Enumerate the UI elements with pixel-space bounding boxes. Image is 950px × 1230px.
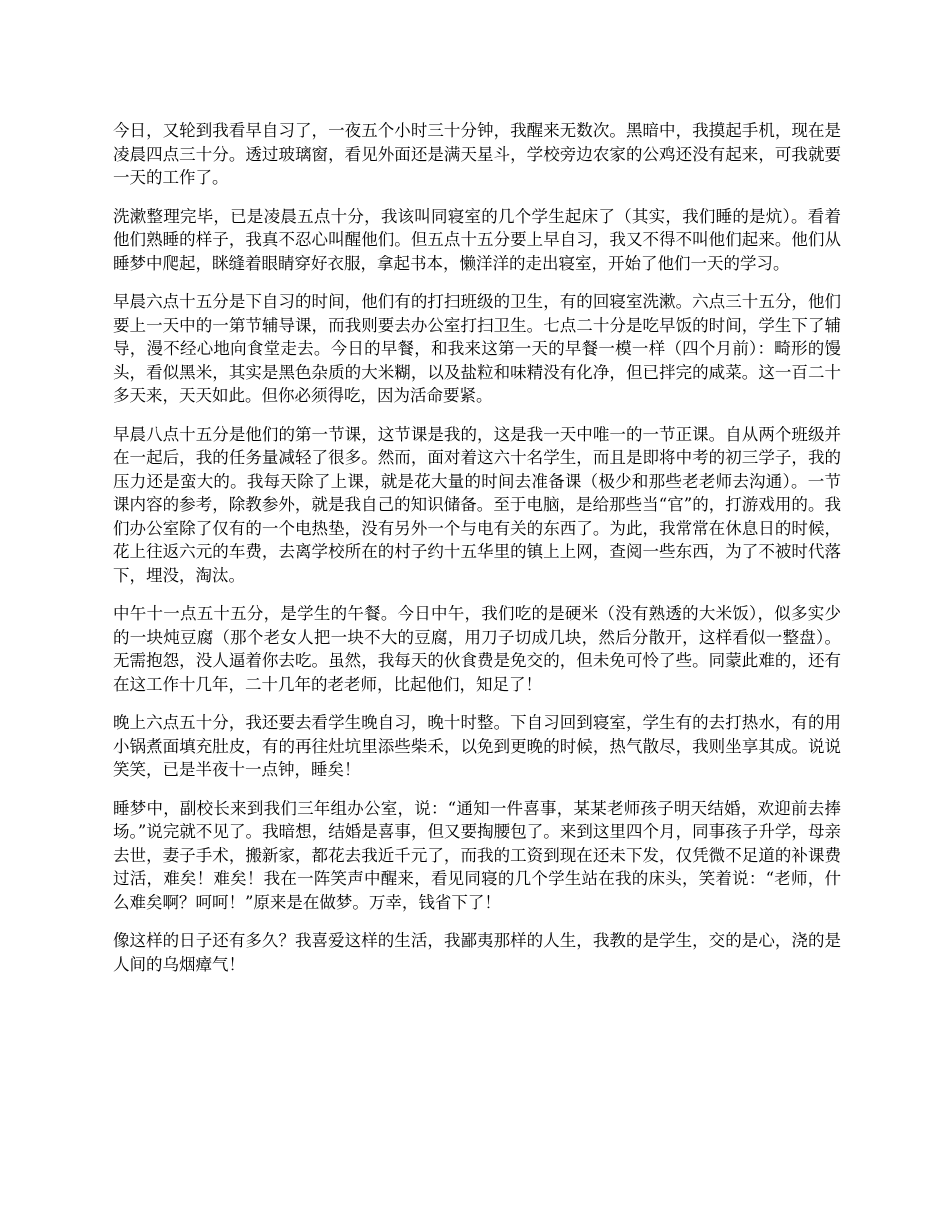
paragraph-1: 今日，又轮到我看早自习了，一夜五个小时三十分钟，我醒来无数次。黑暗中，我摸起手机，现在是凌晨四点三十分。透过玻璃窗，看见外面还是满天星斗，学校旁边农家的公鸡还没有起来，可我就要一天的工作了。	[113, 121, 841, 187]
paragraph-2: 洗漱整理完毕，已是凌晨五点十分，我该叫同寝室的几个学生起床了（其实，我们睡的是炕）。看着他们熟睡的样子，我真不忍心叫醒他们。但五点十五分要上早自习，我又不得不叫他们起来。他们从睡梦中爬起，眯缝着眼睛穿好衣服，拿起书本，懒洋洋的走出寝室，开始了他们一天的学习。	[113, 206, 841, 273]
paragraph-3: 早晨六点十五分是下自习的时间，他们有的打扫班级的卫生，有的回寝室洗漱。六点三十五分，他们要上一天中的一第节辅导课，而我则要去办公室打扫卫生。七点二十分是吃早饭的时间，学生下了辅导，漫不经心地向食堂走去。今日的早餐，和我来这第一天的早餐一模一样（四个月前）：畸形的馒头，看似黑米，其实是黑色杂质的大米糊，以及盐粒和味精没有化净，但已拌完的咸菜。这一百二十多天来，天天如此。但你必须得吃，因为活命要紧。	[113, 292, 841, 405]
paragraph-5: 中午十一点五十五分，是学生的午餐。今日中午，我们吃的是硬米（没有熟透的大米饭），似多实少的一块炖豆腐（那个老女人把一块不大的豆腐，用刀子切成几块，然后分散开，这样看似一整盘）。无需抱怨，没人逼着你去吃。虽然，我每天的伙食费是免交的，但未免可怜了些。同蒙此难的，还有在这工作十几年，二十几年的老老师，比起他们，知足了！	[113, 604, 841, 694]
paragraph-8: 像这样的日子还有多久？我喜爱这样的生活，我鄙夷那样的人生，我教的是学生，交的是心，浇的是人间的乌烟瘴气！	[113, 931, 841, 974]
paragraph-7: 睡梦中，副校长来到我们三年组办公室，说：“通知一件喜事，某某老师孩子明天结婚，欢迎前去捧场。”说完就不见了。我暗想，结婚是喜事，但又要掏腰包了。来到这里四个月，同事孩子升学，母亲去世，妻子手术，搬新家，都花去我近千元了，而我的工资到现在还未下发，仅凭微不足道的补课费过活，难矣！难矣！我在一阵笑声中醒来，看见同寝的几个学生站在我的床头，笑着说：“老师，什么难矣啊？呵呵！”原来是在做梦。万幸，钱省下了！	[113, 798, 841, 912]
paragraph-6: 晚上六点五十分，我还要去看学生晚自习，晚十时整。下自习回到寝室，学生有的去打热水，有的用小锅煮面填充肚皮，有的再往灶坑里添些柴禾，以免到更晚的时候，热气散尽，我则坐享其成。说说笑笑，已是半夜十一点钟，睡矣！	[113, 713, 841, 779]
paragraph-4: 早晨八点十五分是他们的第一节课，这节课是我的，这是我一天中唯一的一节正课。自从两个班级并在一起后，我的任务量减轻了很多。然而，面对着这六十名学生，而且是即将中考的初三学子，我的压力还是蛮大的。我每天除了上课，就是花大量的时间去准备课（极少和那些老老师去沟通）。一节课内容的参考，除教参外，就是我自己的知识储备。至于电脑，是给那些当“官”的，打游戏用的。我们办公室除了仅有的一个电热垫，没有另外一个与电有关的东西了。为此，我常常在休息日的时候，花上往返六元的车费，去离学校所在的村子约十五华里的镇上上网，查阅一些东西，为了不被时代落下，埋没，淘汰。	[113, 424, 841, 585]
document-body	[113, 119, 841, 991]
